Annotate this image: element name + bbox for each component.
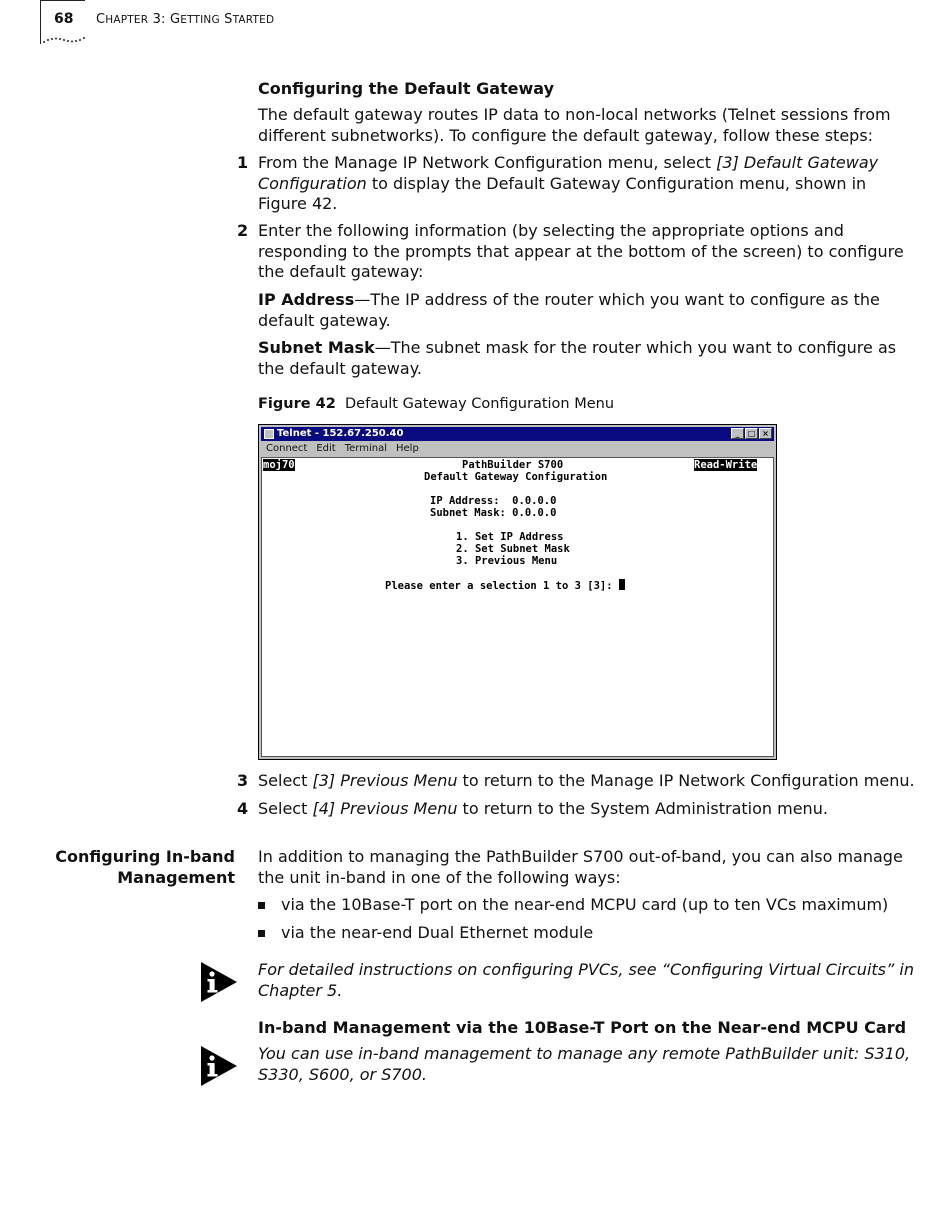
intro-paragraph: The default gateway routes IP data to non-local networks (Telnet sessions from different subnetworks). To configure the default gateway, follow these steps: [258,105,891,145]
terminal-screen[interactable] [261,457,774,757]
step-number-4: 4 [237,799,249,818]
window-titlebar[interactable] [261,427,774,441]
selection-prompt: Please enter a selection 1 to 3 [3]: [385,579,625,592]
step-1-text: From the Manage IP Network Configuration menu, select [3] Default Gateway Configuration to display the Default Gateway Configuration menu, shown in Figure 42. [258,153,879,213]
option-set-ip: 1. Set IP Address [456,531,564,543]
bullet-marker [258,930,265,937]
telnet-window [258,424,777,760]
menu-edit[interactable]: Edit [316,443,336,454]
access-mode: Read-Write [694,459,758,471]
step-number-3: 3 [237,771,249,790]
figure-caption: Figure 42 Default Gateway Configuration Menu [258,396,615,412]
bullet-marker [258,902,265,909]
option-previous-menu: 3. Previous Menu [456,555,558,567]
note-pvc: For detailed instructions on configuring PVCs, see “Configuring Virtual Circuits” in Chapter 5. [258,960,914,1000]
product-name: PathBuilder S700 [462,459,564,471]
close-button[interactable]: × [759,428,772,439]
step-number-1: 1 [237,153,249,172]
header-rule-vertical [40,0,41,44]
bullet-item-10base-t: via the 10Base-T port on the near-end MCPU card (up to ten VCs maximum) [281,895,889,914]
info-icon [201,962,237,1002]
screen-title: Default Gateway Configuration [424,471,608,483]
minimize-button[interactable]: _ [731,428,744,439]
ip-address-value: IP Address: 0.0.0.0 [430,495,557,507]
menu-bar [261,442,774,456]
step-2-text: Enter the following information (by selecting the appropriate options and responding to the prompts that appear at the bottom of the screen) to configure the default gateway: [258,221,904,281]
menu-connect[interactable]: Connect [266,443,308,454]
header-rule-horizontal [40,0,85,1]
inband-intro: In addition to managing the PathBuilder S700 out-of-band, you can also manage the unit in-band in one of the following ways: [258,847,903,887]
info-icon [201,1046,237,1086]
chapter-title: CHAPTER 3: GETTING STARTED [96,12,275,27]
ip-address-definition: IP Address—The IP address of the router which you want to configure as the default gateway. [258,290,880,330]
section-heading-default-gateway: Configuring the Default Gateway [258,79,555,98]
step-3-text: Select [3] Previous Menu to return to the Manage IP Network Configuration menu. [258,771,915,790]
subheading-10base-t: In-band Management via the 10Base-T Port on the Near-end MCPU Card [258,1018,907,1037]
terminal-cursor [619,579,625,590]
step-4-text: Select [4] Previous Menu to return to the System Administration menu. [258,799,828,818]
bullet-item-dual-ethernet: via the near-end Dual Ethernet module [281,923,594,942]
menu-help[interactable]: Help [396,443,419,454]
host-name: moj70 [263,459,295,471]
subnet-mask-value: Subnet Mask: 0.0.0.0 [430,507,557,519]
window-title: Telnet - 152.67.250.40 [277,428,404,439]
menu-terminal[interactable]: Terminal [344,443,387,454]
option-set-mask: 2. Set Subnet Mask [456,543,570,555]
subnet-mask-definition: Subnet Mask—The subnet mask for the router which you want to configure as the default gateway. [258,338,897,378]
step-number-2: 2 [237,221,249,240]
telnet-app-icon [264,429,274,439]
side-heading-inband: Configuring In-band Management [55,847,235,887]
page-number: 68 [54,11,74,27]
note-remote-units: You can use in-band management to manage any remote PathBuilder unit: S310, S330, S600, or S700. [258,1044,911,1084]
maximize-button[interactable]: □ [745,428,758,439]
header-dotted-curve [42,34,86,44]
